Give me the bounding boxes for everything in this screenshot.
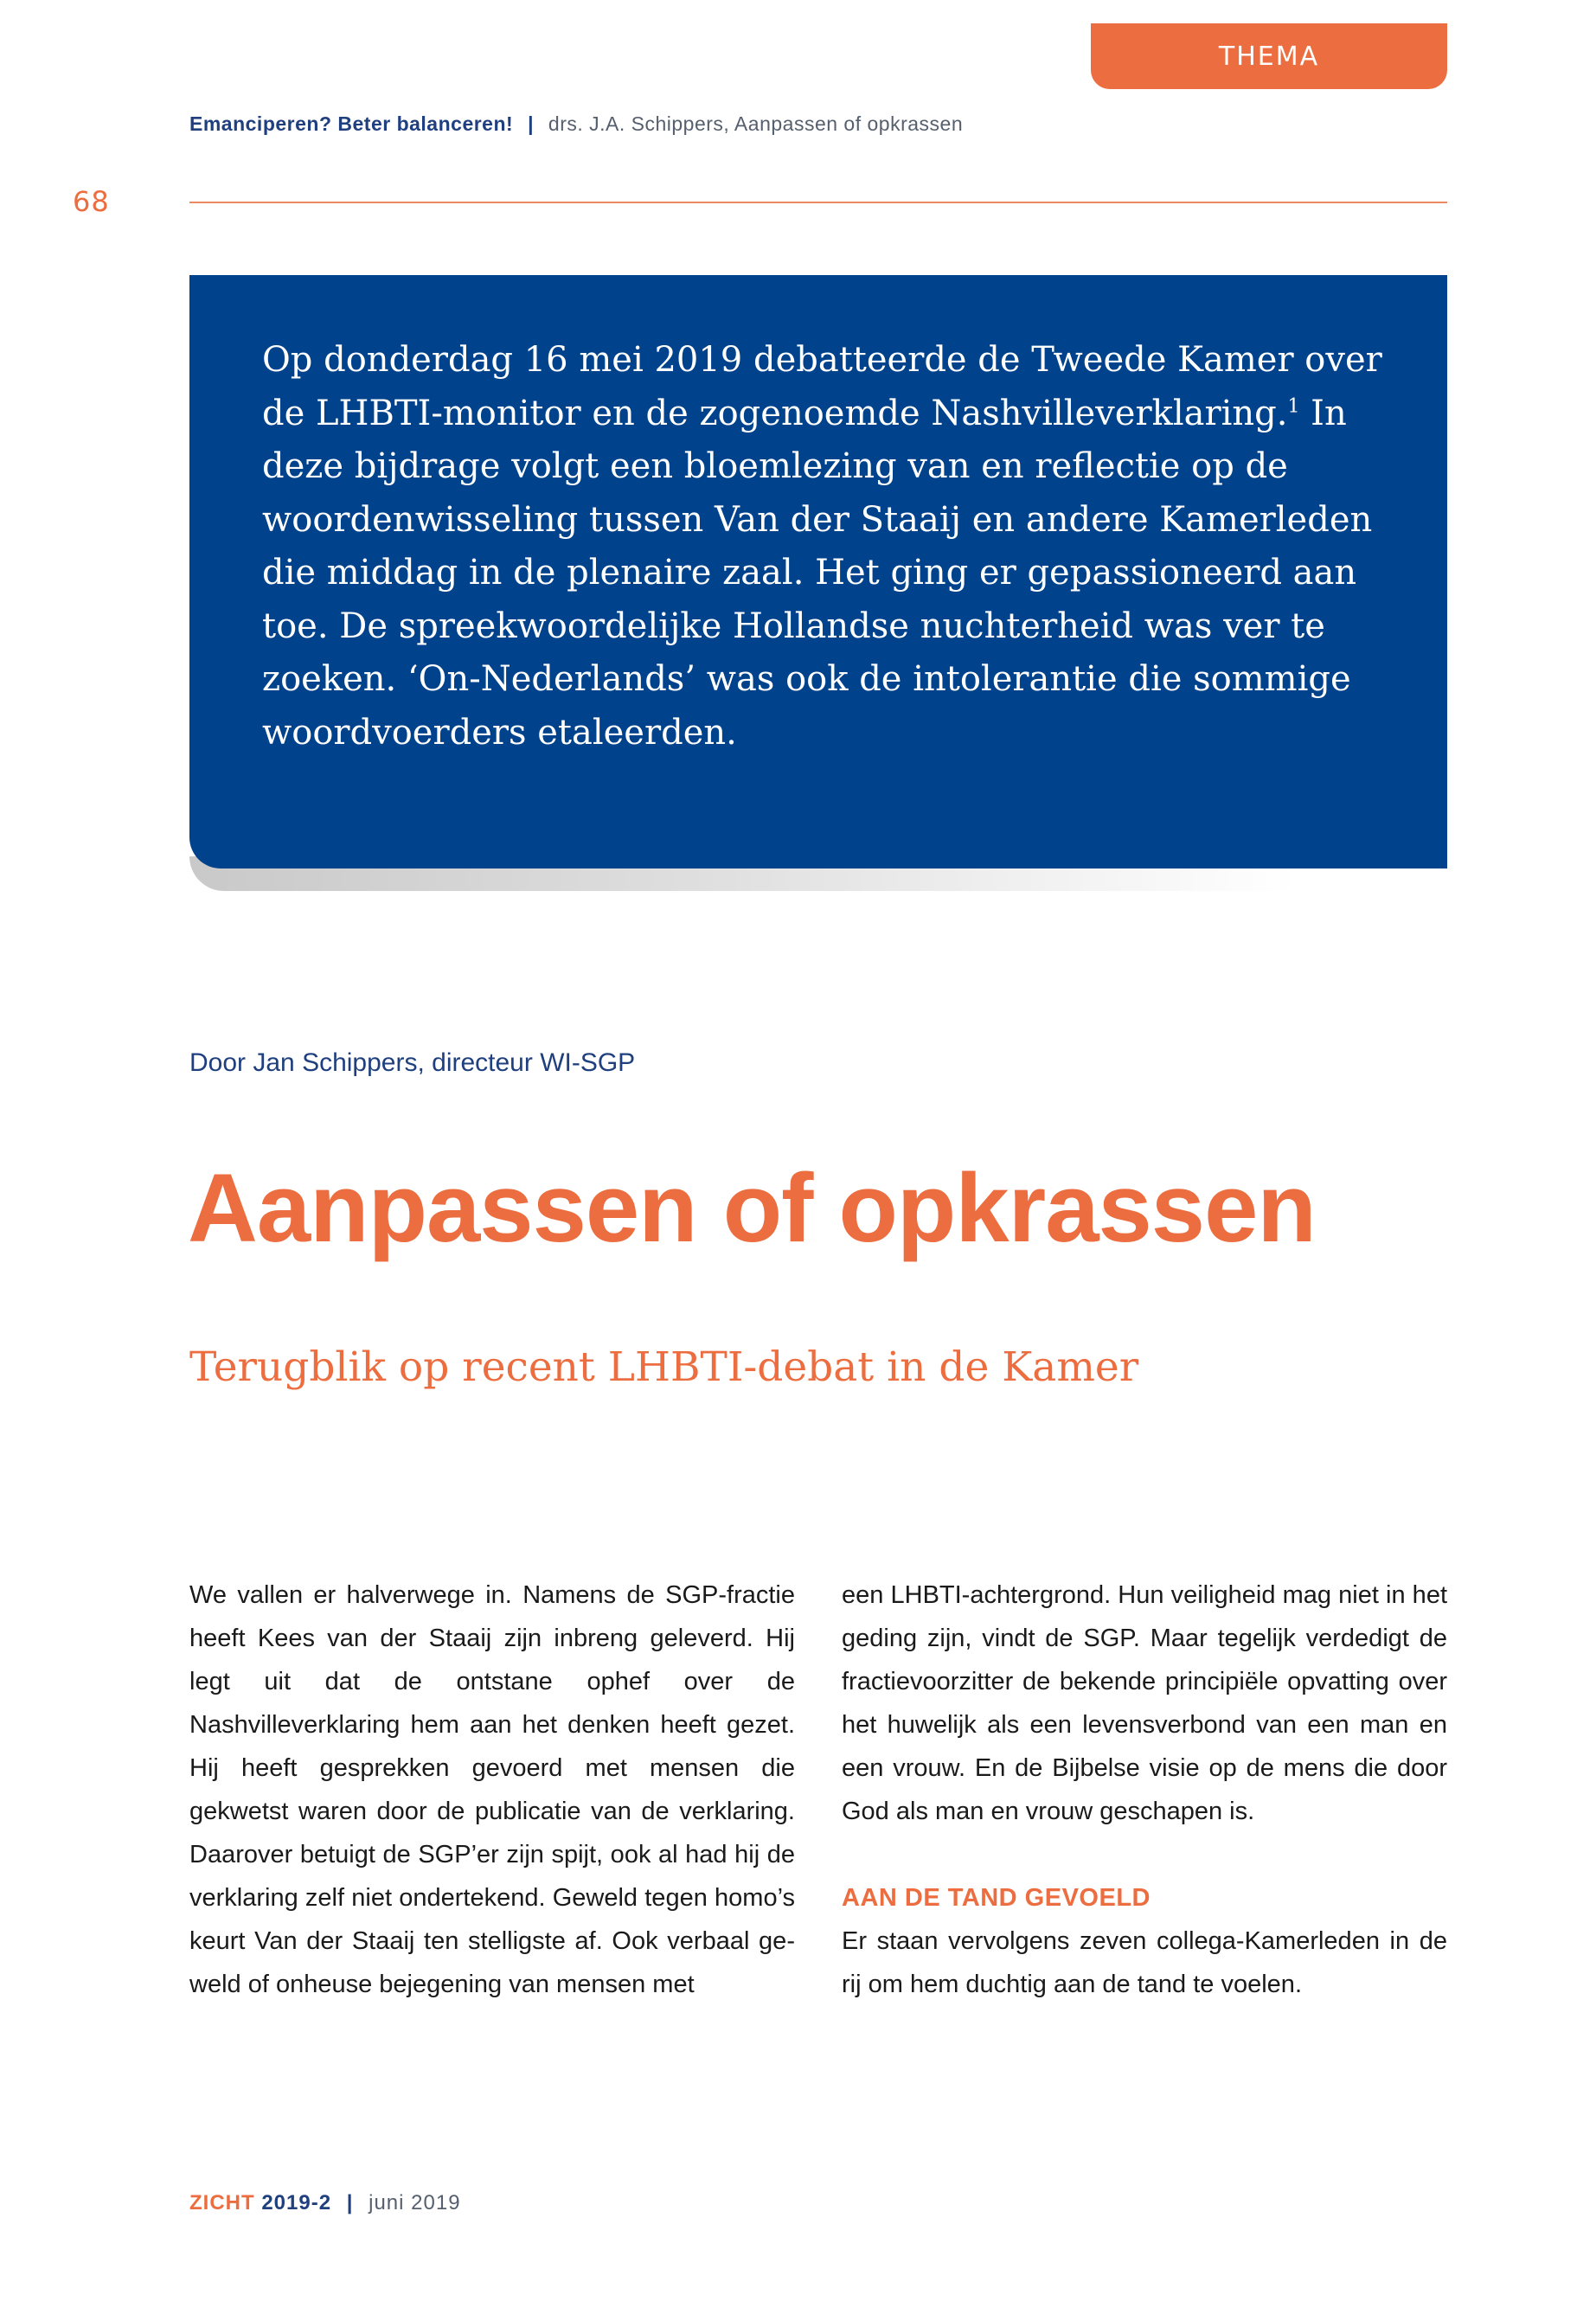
footer-separator: | bbox=[346, 2191, 354, 2214]
article-reference: drs. J.A. Schippers, Aanpassen of opkrassen bbox=[548, 112, 964, 135]
body-paragraph: We vallen er halverwege in. Namens de SGP-fractie heeft Kees van der Staaij zijn inbreng geleverd. Hij legt uit dat de ontstane ophef over de Nashvilleverklaring hem aan het denken heeft gezet. Hij heeft gesprekken gevoerd met mensen die gekwetst waren door de publicatie van de verklaring. Daarover betuigt de SGP’er zijn spijt, ook al had hij de verklaring zelf niet ondertekend. Geweld tegen homo’s keurt Van der Staaij ten stelligste af. Ook verbaal geweld of onheuse bejegening van mensen met bbox=[189, 1581, 795, 1998]
article-title: Aanpassen of opkrassen bbox=[188, 1154, 1316, 1262]
intro-box bbox=[189, 275, 1447, 868]
body-paragraph: een LHBTI-achtergrond. Hun veiligheid mag niet in het geding zijn, vindt de SGP. Maar tegelijk verdedigt de fractievoorzitter de bekende principiële opvatting over het huwelijk als een levensverbond van een man en een vrouw. En de Bijbelse visie op de mens die door God als man en vrouw geschapen is. bbox=[842, 1581, 1447, 1825]
body-column-right bbox=[842, 1574, 1447, 2006]
running-head-separator: | bbox=[528, 112, 535, 135]
issue-number: 2019-2 bbox=[261, 2191, 332, 2214]
article-subtitle: Terugblik op recent LHBTI-debat in de Kamer bbox=[189, 1343, 1139, 1391]
magazine-name: ZICHT bbox=[189, 2191, 255, 2214]
thema-label: THEMA bbox=[1218, 41, 1320, 72]
body-column-left bbox=[189, 1574, 795, 2006]
series-title: Emanciperen? Beter balanceren! bbox=[189, 112, 514, 135]
page-number: 68 bbox=[73, 185, 110, 218]
intro-text-main: Op donderdag 16 mei 2019 debatteerde de Tweede Kamer over de LHBTI-monitor en de zogenoemde Nashvilleverklaring. bbox=[262, 340, 1382, 433]
running-head bbox=[189, 112, 963, 136]
footnote-ref: 1 bbox=[1287, 395, 1300, 418]
issue-date: juni 2019 bbox=[369, 2191, 461, 2214]
intro-text-rest: In deze bijdrage volgt een bloemlezing van en reflectie op de woordenwisseling tussen Van der Staaij en andere Kamerleden die middag in de plenaire zaal. Het ging er gepassioneerd aan toe. De spreekwoordelijke Hollandse nuchterheid was ver te zoeken. ‘On-Nederlands’ was ook de intolerantie die sommige woordvoerders etaleerden. bbox=[262, 393, 1373, 753]
header-divider bbox=[189, 202, 1447, 203]
byline: Door Jan Schippers, directeur WI-SGP bbox=[189, 1048, 636, 1077]
thema-tab bbox=[1091, 23, 1447, 89]
footer bbox=[189, 2191, 461, 2215]
intro-text bbox=[262, 334, 1395, 760]
section-heading: AAN DE TAND GEVOELD bbox=[842, 1884, 1151, 1912]
body-paragraph: Er staan vervolgens zeven collega-Kamerleden in de rij om hem duchtig aan de tand te voelen. bbox=[842, 1927, 1447, 1998]
